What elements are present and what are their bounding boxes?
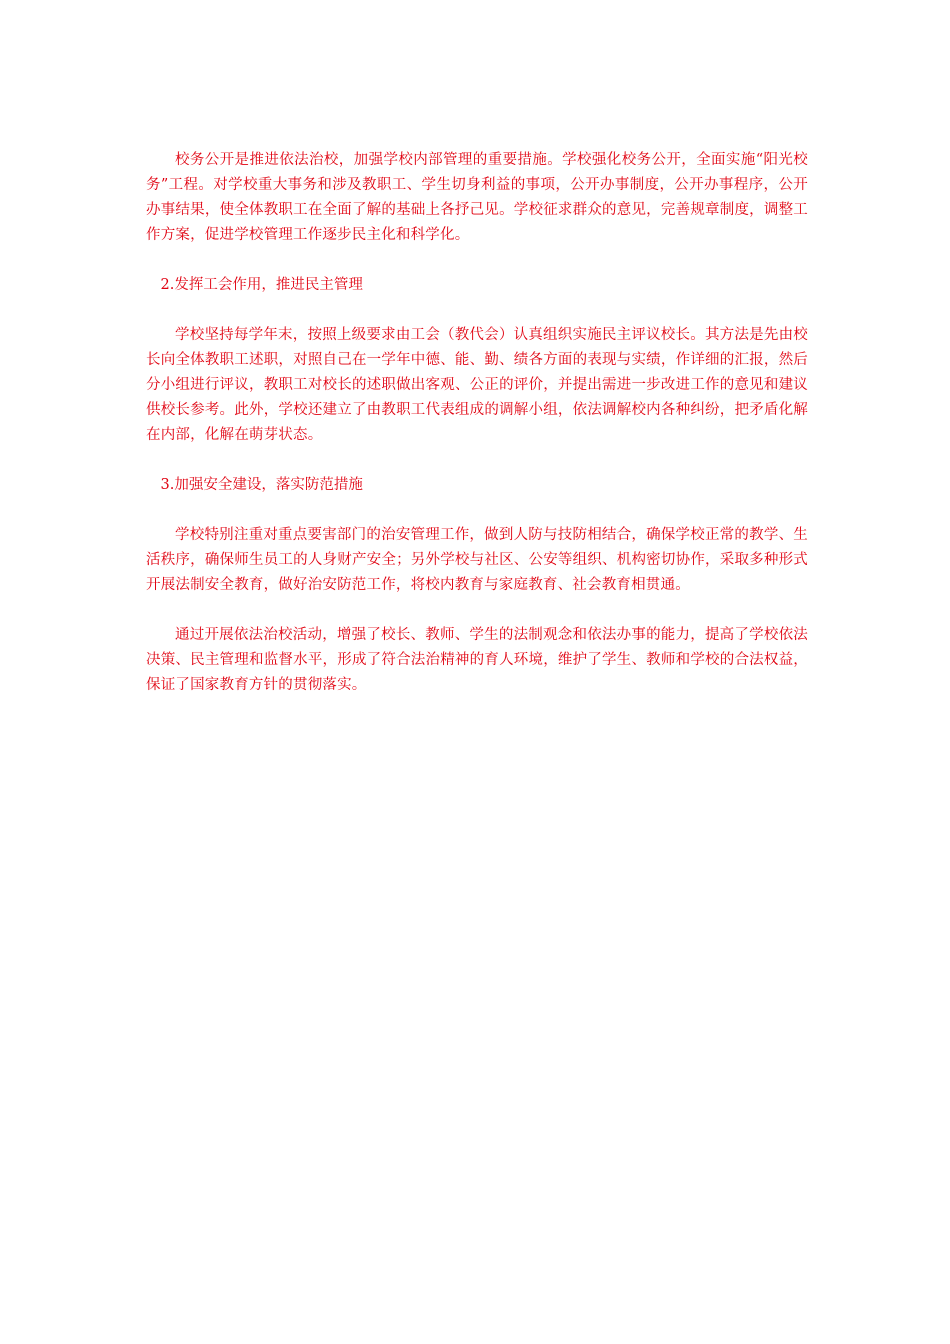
paragraph-conclusion: 通过开展依法治校活动，增强了校长、教师、学生的法制观念和依法办事的能力，提高了学校依法决策、民主管理和监督水平，形成了符合法治精神的育人环境，维护了学生、教师和学校的合法权益，保证了国家教育方针的贯彻落实。 bbox=[146, 627, 808, 693]
section-heading-union: 2.发挥工会作用，推进民主管理 bbox=[160, 277, 363, 293]
section-heading-safety: 3.加强安全建设，落实防范措施 bbox=[160, 477, 363, 493]
paragraph-safety-measures: 学校特别注重对重点要害部门的治安管理工作，做到人防与技防相结合，确保学校正常的教学、生活秩序，确保师生员工的人身财产安全；另外学校与社区、公安等组织、机构密切协作，采取多种形式开展法制安全教育，做好治安防范工作，将校内教育与家庭教育、社会教育相贯通。 bbox=[146, 527, 808, 593]
paragraph-democratic-management: 学校坚持每学年末，按照上级要求由工会（教代会）认真组织实施民主评议校长。其方法是先由校长向全体教职工述职，对照自己在一学年中德、能、勤、绩各方面的表现与实绩，作详细的汇报，然后分小组进行评议，教职工对校长的述职做出客观、公正的评价，并提出需进一步改进工作的意见和建议供校长参考。此外，学校还建立了由教职工代表组成的调解小组，依法调解校内各种纠纷，把矛盾化解在内部，化解在萌芽状态。 bbox=[146, 327, 808, 443]
document-body bbox=[146, 148, 808, 698]
paragraph-school-affairs-openness: 校务公开是推进依法治校，加强学校内部管理的重要措施。学校强化校务公开，全面实施“阳光校务”工程。对学校重大事务和涉及教职工、学生切身利益的事项，公开办事制度，公开办事程序，公开办事结果，使全体教职工在全面了解的基础上各抒己见。学校征求群众的意见，完善规章制度，调整工作方案，促进学校管理工作逐步民主化和科学化。 bbox=[146, 152, 808, 243]
